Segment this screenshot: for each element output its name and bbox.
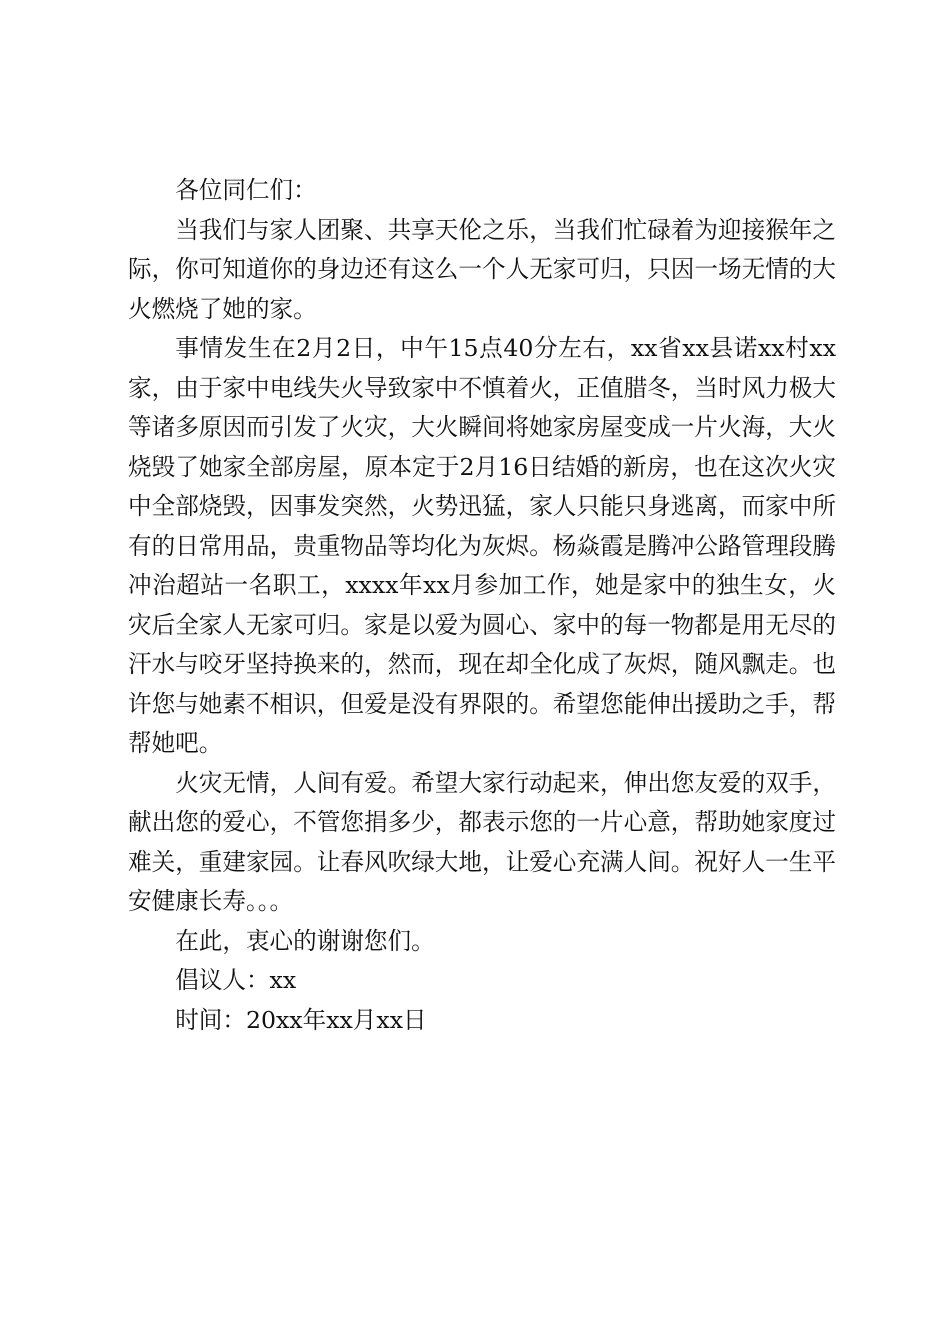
initiator-line: 倡议人：xx: [175, 966, 297, 994]
paragraph-3: 火灾无情，人间有爱。希望大家行动起来，伸出您友爱的双手，献出您的爱心，不管您捐多少，都表示您的一片心意，帮助她家度过难关，重建家园。让春风吹绿大地，让爱心充满人间。祝好人一生平安健康长寿。。。: [128, 768, 836, 915]
paragraph-1: 当我们与家人团聚、共享天伦之乐，当我们忙碌着为迎接猴年之际，你可知道你的身边还有这么一个人无家可归，只因一场无情的大火燃烧了她的家。: [128, 215, 836, 323]
date-line: 时间：20xx年xx月xx日: [175, 1005, 427, 1034]
paragraph-2: 事情发生在2月2日，中午15点40分左右，xx省xx县诺xx村xx家，由于家中电线失火导致家中不慎着火，正值腊冬，当时风力极大等诸多原因而引发了火灾，大火瞬间将她家房屋变成一片火海，大火烧毁了她家全部房屋，原本定于2月16日结婚的新房，也在这次火灾中全部烧毁，因事发突然，火势迅猛，家人只能只身逃离，而家中所有的日常用品，贵重物品等均化为灰烬。杨焱霞是腾冲公路管理段腾冲治超站一名职工，xxxx年xx月参加工作，她是家中的独生女，火灾后全家人无家可归。家是以爱为圆心、家中的每一物都是用无尽的汗水与咬牙坚持换来的，然而，现在却全化成了灰烬，随风飘走。也许您与她素不相识，但爱是没有界限的。希望您能伸出援助之手，帮帮她吧。: [128, 334, 836, 757]
closing-line: 在此，衷心的谢谢您们。: [175, 926, 435, 955]
salutation: 各位同仁们：: [175, 176, 317, 204]
letter-body: [128, 171, 836, 1040]
